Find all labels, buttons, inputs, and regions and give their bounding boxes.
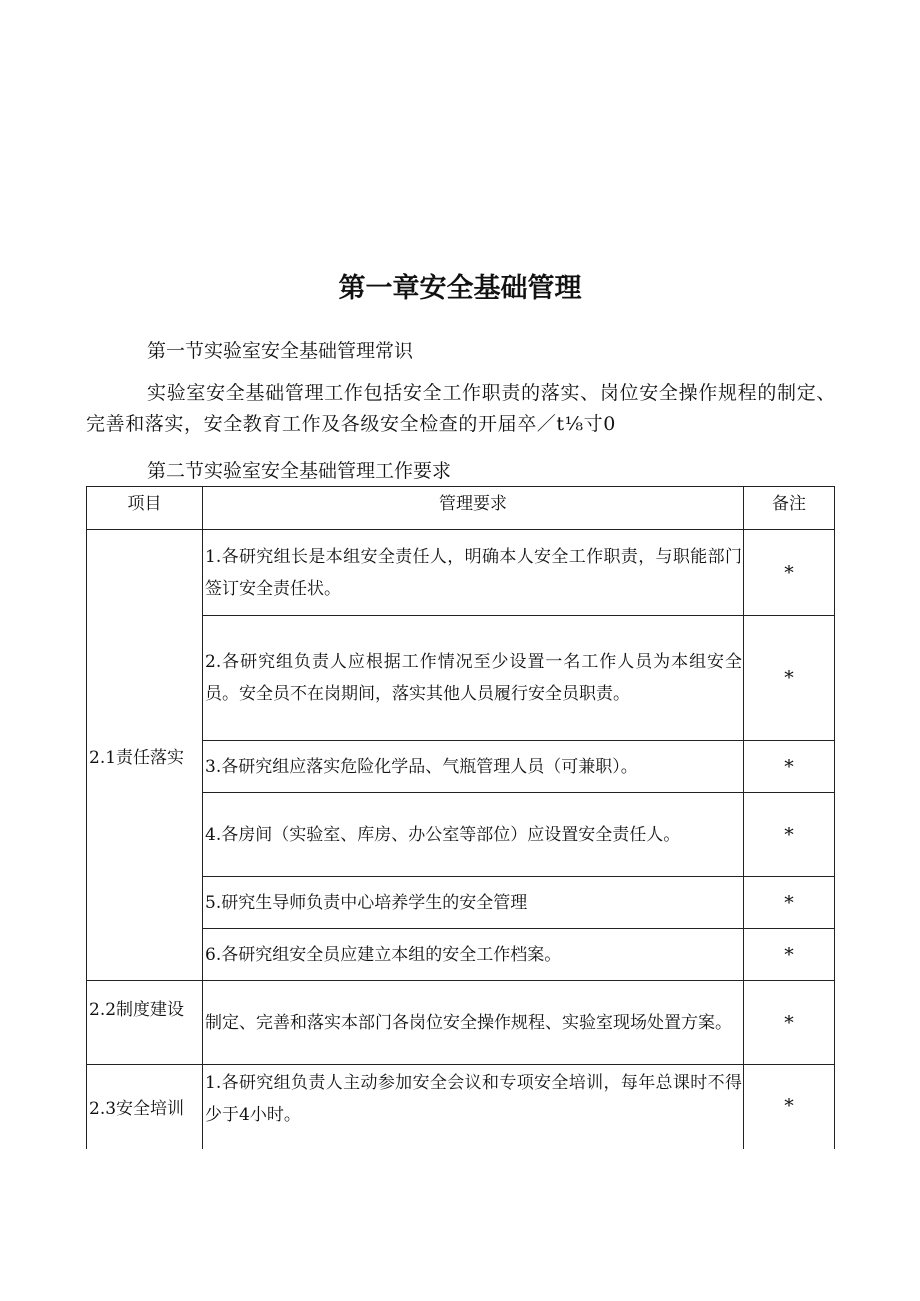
note-cell: * <box>744 530 835 616</box>
category-cell: 2.1责任落实 <box>87 530 203 981</box>
table-row <box>87 530 835 616</box>
note-cell: * <box>744 877 835 929</box>
header-requirement: 管理要求 <box>203 487 744 530</box>
category-cell: 2.2制度建设 <box>87 981 203 1065</box>
requirement-cell: 2.各研究组负责人应根据工作情况至少设置一名工作人员为本组安全员。安全员不在岗期间，落实其他人员履行安全员职责。 <box>203 616 744 741</box>
table-row <box>87 1065 835 1149</box>
note-cell: * <box>744 616 835 741</box>
section-1-title: 第一节实验室安全基础管理常识 <box>147 340 414 362</box>
requirement-cell: 3.各研究组应落实危险化学品、气瓶管理人员（可兼职）。 <box>203 741 744 793</box>
intro-paragraph: 实验室安全基础管理工作包括安全工作职责的落实、岗位安全操作规程的制定、完善和落实，安全教育工作及各级安全检查的开届卒／t⅛寸0 <box>86 382 836 435</box>
chapter-title: 第一章安全基础管理 <box>338 273 582 304</box>
section-2-title: 第二节实验室安全基础管理工作要求 <box>147 460 452 482</box>
requirement-cell: 5.研究生导师负责中心培养学生的安全管理 <box>203 877 744 929</box>
table-header-row <box>87 487 835 530</box>
note-cell: * <box>744 741 835 793</box>
note-cell: * <box>744 929 835 981</box>
category-cell: 2.3安全培训 <box>87 1065 203 1149</box>
requirement-cell: 4.各房间（实验室、库房、办公室等部位）应设置安全责任人。 <box>203 793 744 877</box>
header-item: 项目 <box>87 487 203 530</box>
note-cell: * <box>744 1065 835 1149</box>
note-cell: * <box>744 981 835 1065</box>
requirement-cell: 制定、完善和落实本部门各岗位安全操作规程、实验室现场处置方案。 <box>203 981 744 1065</box>
table-row <box>87 981 835 1065</box>
requirement-cell: 1.各研究组负责人主动参加安全会议和专项安全培训，每年总课时不得少于4小时。 <box>203 1065 744 1149</box>
requirement-cell: 6.各研究组安全员应建立本组的安全工作档案。 <box>203 929 744 981</box>
requirement-cell: 1.各研究组长是本组安全责任人，明确本人安全工作职责，与职能部门签订安全责任状。 <box>203 530 744 616</box>
header-note: 备注 <box>744 487 835 530</box>
note-cell: * <box>744 793 835 877</box>
requirements-table <box>86 486 835 1149</box>
